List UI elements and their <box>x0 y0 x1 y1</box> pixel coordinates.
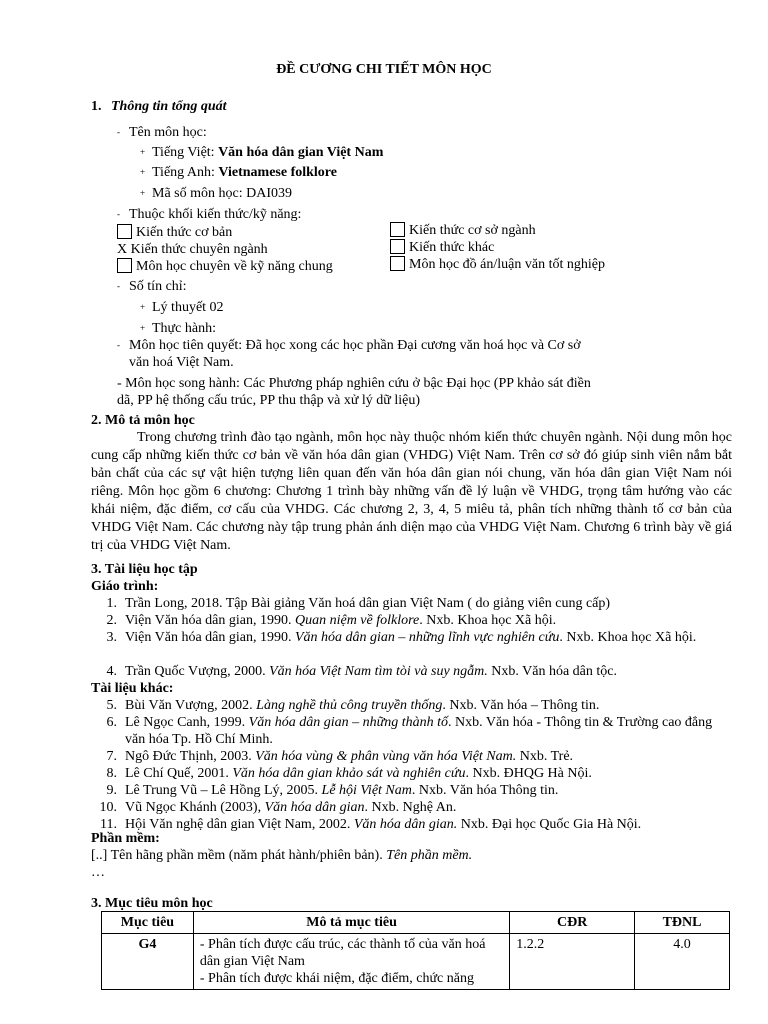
item-publisher: . Nxb. Văn hóa - Thông tin & Trường cao đẳng văn hóa Tp. Hồ Chí Minh. <box>125 715 713 747</box>
document-title: ĐỀ CƯƠNG CHI TIẾT MÔN HỌC <box>276 62 492 77</box>
section-1-heading <box>91 98 227 115</box>
item-publisher: Nxb. Trẻ. <box>516 749 574 764</box>
list-item <box>91 765 732 782</box>
column-header: TĐNL <box>635 912 730 934</box>
practice-row <box>140 320 216 337</box>
option-major <box>117 241 268 258</box>
item-title: Văn hóa dân gian – những lĩnh vực nghiên cứu <box>294 630 560 645</box>
course-code: Mã số môn học: DAI039 <box>152 186 292 201</box>
item-publisher: . Nxb. ĐHQG Hà Nội. <box>465 766 592 781</box>
dash-bullet: - <box>117 127 120 137</box>
table-row <box>102 934 730 990</box>
column-header: CĐR <box>510 912 635 934</box>
tdnl-value: 4.0 <box>635 934 730 990</box>
item-text: Viện Văn hóa dân gian, 1990. <box>125 630 295 645</box>
item-text: Vũ Ngọc Khánh (2003), <box>125 800 265 815</box>
item-publisher: . Nxb. Văn hóa – Thông tin. <box>442 698 600 713</box>
goals-table <box>101 911 730 990</box>
item-publisher: . Nxb. Khoa học Xã hội. <box>559 630 697 645</box>
plus-bullet: + <box>140 188 146 198</box>
checkbox-basic[interactable] <box>117 224 132 239</box>
option-thesis <box>390 256 605 273</box>
section-2-heading: 2. Mô tả môn học <box>91 413 195 428</box>
course-code-row <box>140 185 292 202</box>
dash-bullet: - <box>117 340 120 350</box>
list-item <box>91 816 732 833</box>
item-number: 6. <box>106 715 117 730</box>
list-item <box>91 799 732 816</box>
item-number: 10. <box>99 800 117 815</box>
item-number: 7. <box>106 749 117 764</box>
dash-bullet: - <box>117 281 120 291</box>
other-materials-list <box>91 697 732 833</box>
plus-bullet: + <box>140 167 146 177</box>
software-line <box>91 847 472 864</box>
checkbox-skill[interactable] <box>117 258 132 273</box>
theory-row <box>140 299 224 316</box>
section-1-number: 1. <box>91 99 102 114</box>
goal-description <box>193 934 509 990</box>
course-name-label: Tên môn học: <box>129 125 207 140</box>
theory-credits: Lý thuyết 02 <box>152 300 224 315</box>
item-title: Văn hóa vùng & phân vùng văn hóa Việt Nam. <box>255 749 517 764</box>
option-skill-label: Môn học chuyên về kỹ năng chung <box>136 259 333 274</box>
item-number: 2. <box>106 613 117 628</box>
plus-bullet: + <box>140 323 146 333</box>
item-number: 9. <box>106 783 117 798</box>
plus-bullet: + <box>140 302 146 312</box>
checkbox-thesis[interactable] <box>390 256 405 271</box>
item-title: Văn hóa dân gian. <box>353 817 458 832</box>
goal-description-line: - Phân tích được cấu trúc, các thành tố của văn hoá dân gian Việt Nam <box>199 937 486 969</box>
list-item <box>91 782 732 799</box>
option-basic-label: Kiến thức cơ bản <box>136 225 233 240</box>
vn-name-value: Văn hóa dân gian Việt Nam <box>218 145 384 160</box>
item-publisher: . Nxb. Văn hóa Thông tin. <box>411 783 559 798</box>
credits-label: Số tín chỉ: <box>129 279 187 294</box>
item-text: Viện Văn hóa dân gian, 1990. <box>125 613 295 628</box>
option-thesis-label: Môn học đồ án/luận văn tốt nghiệp <box>409 257 605 272</box>
en-name-row <box>140 164 337 181</box>
vn-name-label: Tiếng Việt: <box>152 145 215 160</box>
item-title: Văn hóa dân gian – những thành tố <box>248 715 449 730</box>
goal-code: G4 <box>102 934 194 990</box>
item-text: Bùi Văn Vượng, 2002. <box>125 698 257 713</box>
item-publisher: . Nxb. Khoa học Xã hội. <box>419 613 557 628</box>
en-name-label: Tiếng Anh: <box>152 165 215 180</box>
list-item <box>91 595 732 612</box>
section-goals-heading: 3. Mục tiêu môn học <box>91 896 213 911</box>
textbook-label: Giáo trình: <box>91 579 159 594</box>
option-basic <box>117 224 232 241</box>
item-number: 8. <box>106 766 117 781</box>
section-1-title: Thông tin tổng quát <box>111 99 227 114</box>
table-header-row <box>102 912 730 934</box>
item-text: Lê Trung Vũ – Lê Hồng Lý, 2005. <box>125 783 322 798</box>
software-label: Phần mềm: <box>91 831 160 846</box>
item-number: 3. <box>106 630 117 645</box>
item-text: Lê Ngọc Canh, 1999. <box>125 715 249 730</box>
plus-bullet: + <box>140 147 146 157</box>
item-publisher: . Nxb. Nghệ An. <box>364 800 457 815</box>
course-description: Trong chương trình đào tạo ngành, môn học này thuộc nhóm kiến thức chuyên ngành. Nội dung môn học cung cấp những kiến thức cơ bản về văn hóa dân gian (VHDG) Việt Nam. Trên cơ sở đó giúp sinh viên nắm bắt bản chất của các sự vật hiện tượng liên quan đến văn hóa dân gian nói chung, văn hóa dân gian Việt Nam nói riêng. Môn học gồm 6 chương: Chương 1 trình bày những vấn đề lý luận về VHDG, trọng tâm hướng vào các khái niệm, đặc điểm, cơ cấu của VHDG. Các chương 2, 3, 4, 5 miêu tả, phân tích những thành tố cơ bản của VHDG Việt Nam. Các chương này tập trung phản ánh diện mạo của VHDG Việt Nam. Chương 6 trình bày về giá trị của VHDG Việt Nam. <box>91 430 732 553</box>
course-name-row <box>117 124 207 141</box>
prerequisite-line-1: Môn học tiên quyết: Đã học xong các học phần Đại cương văn hoá học và Cơ sở <box>129 338 581 353</box>
item-text: Ngô Đức Thịnh, 2003. <box>125 749 256 764</box>
software-line-text: [..] Tên hãng phần mềm (năm phát hành/phiên bản). <box>91 848 387 863</box>
textbook-list <box>91 595 732 680</box>
list-item <box>91 748 732 765</box>
goal-description-line: - Phân tích được khái niệm, đặc điểm, chức năng <box>199 971 474 986</box>
software-name: Tên phần mềm. <box>386 848 473 863</box>
item-title: Văn hóa dân gian khảo sát và nghiên cứu <box>232 766 466 781</box>
item-number: 1. <box>106 596 117 611</box>
section-3-heading: 3. Tài liệu học tập <box>91 562 198 577</box>
item-title: Lễ hội Việt Nam <box>321 783 412 798</box>
ellipsis: … <box>91 865 105 880</box>
option-base-major <box>390 222 536 239</box>
parallel-line-1: - Môn học song hành: Các Phương pháp nghiên cứu ở bậc Đại học (PP khảo sát điền <box>117 376 591 391</box>
item-title: Làng nghề thủ công truyền thống <box>256 698 443 713</box>
checkbox-base-major[interactable] <box>390 222 405 237</box>
option-other-label: Kiến thức khác <box>409 240 495 255</box>
item-number: 11. <box>100 817 117 832</box>
item-text: Hội Văn nghệ dân gian Việt Nam, 2002. <box>125 817 354 832</box>
list-item <box>91 663 732 680</box>
item-publisher: Nxb. Văn hóa dân tộc. <box>487 664 617 679</box>
item-text: Lê Chí Quế, 2001. <box>125 766 233 781</box>
en-name-value: Vietnamese folklore <box>218 165 337 180</box>
option-major-label: X Kiến thức chuyên ngành <box>117 242 268 257</box>
item-text: Trần Long, 2018. Tập Bài giảng Văn hoá dân gian Việt Nam ( do giảng viên cung cấp) <box>125 596 611 611</box>
option-other <box>390 239 494 256</box>
cdr-value: 1.2.2 <box>510 934 635 990</box>
list-item <box>91 612 732 629</box>
knowledge-block-label: Thuộc khối kiến thức/kỹ năng: <box>129 207 302 222</box>
practice-credits: Thực hành: <box>152 321 216 336</box>
item-publisher: Nxb. Đại học Quốc Gia Hà Nội. <box>457 817 642 832</box>
credits-row <box>117 278 187 295</box>
item-text: Trần Quốc Vượng, 2000. <box>125 664 270 679</box>
prerequisite-line-2: văn hoá Việt Nam. <box>129 355 234 370</box>
vn-name-row <box>140 144 383 161</box>
option-skill <box>117 258 333 275</box>
other-materials-label: Tài liệu khác: <box>91 681 174 696</box>
item-title: Quan niệm về folklore <box>294 613 420 628</box>
column-header: Mục tiêu <box>102 912 194 934</box>
option-base-major-label: Kiến thức cơ sở ngành <box>409 223 536 238</box>
list-item <box>91 629 732 663</box>
item-number: 4. <box>106 664 117 679</box>
list-item <box>91 714 732 748</box>
column-header: Mô tả mục tiêu <box>193 912 509 934</box>
knowledge-block-row <box>117 206 301 223</box>
checkbox-other[interactable] <box>390 239 405 254</box>
list-item <box>91 697 732 714</box>
parallel-line-2: dã, PP hệ thống cấu trúc, PP thu thập và xử lý dữ liệu) <box>117 393 421 408</box>
dash-bullet: - <box>117 209 120 219</box>
item-title: Văn hóa Việt Nam tìm tòi và suy ngẫm. <box>269 664 488 679</box>
item-number: 5. <box>106 698 117 713</box>
item-title: Văn hóa dân gian <box>264 800 365 815</box>
prerequisite-row <box>117 337 581 354</box>
